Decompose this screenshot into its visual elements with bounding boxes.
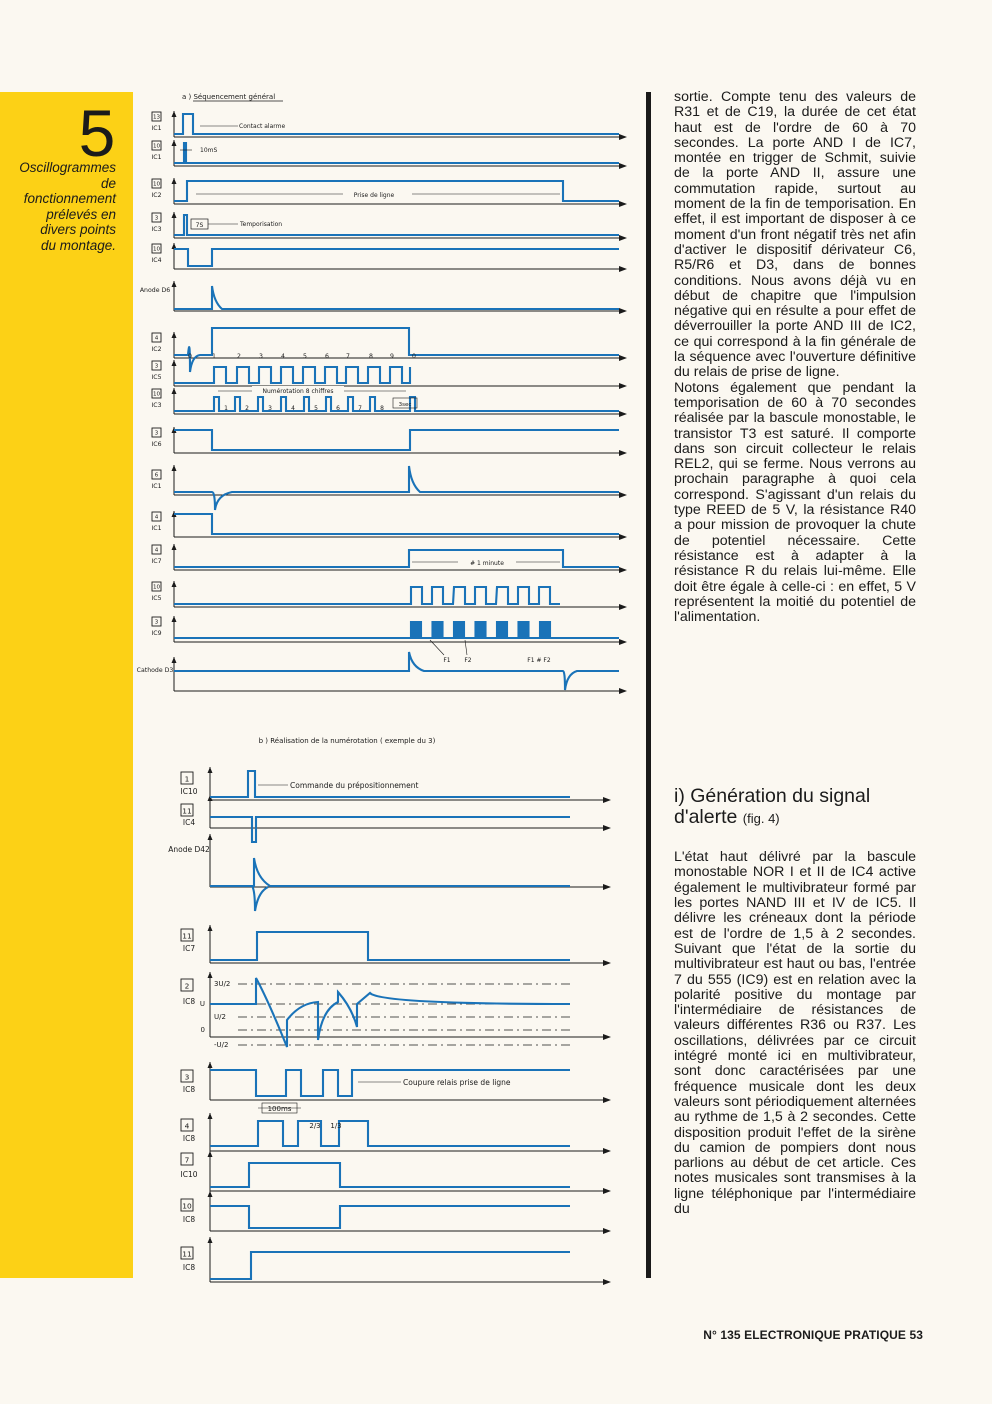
signal-waveform (174, 328, 619, 372)
chip-label: IC5 (151, 595, 162, 602)
digit-label: 5 (303, 353, 307, 360)
chip-label: IC2 (151, 192, 162, 199)
chip-label: Cathode D3 (136, 667, 174, 674)
signal-waveform (174, 181, 619, 201)
time-axis-arrow (603, 960, 611, 966)
caption-line: Oscillogrammes (19, 160, 116, 175)
digit-label: 7 (346, 353, 350, 360)
chip-label: IC10 (180, 1170, 198, 1179)
label-coupure: Coupure relais prise de ligne (403, 1078, 511, 1087)
time-axis-arrow (619, 604, 627, 610)
chip-label: IC4 (182, 818, 196, 827)
amplitude-axis-arrow (172, 178, 177, 184)
signal-waveform (174, 466, 619, 510)
signal-waveform (174, 587, 560, 604)
diagram-b-title: b ) Réalisation de la numérotation ( exemple du 3) (258, 737, 436, 745)
article-column-upper (674, 90, 916, 625)
label-contact: Contact alarme (239, 123, 286, 130)
pin-number: 3 (154, 215, 159, 222)
pulse-number: 1 (224, 405, 228, 412)
chip-label: IC8 (182, 1215, 196, 1224)
pulse-number: 6 (336, 405, 340, 412)
amplitude-axis-arrow (208, 1113, 213, 1119)
time-axis-arrow (619, 450, 627, 456)
time-axis-arrow (603, 1188, 611, 1194)
pin-number: 10 (182, 1201, 192, 1211)
time-axis-arrow (619, 308, 627, 314)
pin-number: 2 (184, 981, 190, 991)
pin-number: 3 (154, 363, 159, 370)
amplitude-axis-arrow (208, 767, 213, 773)
signal-waveform (174, 143, 619, 163)
pin-number: 4 (154, 335, 159, 342)
time-axis-arrow (619, 355, 627, 361)
page-footer: N° 135 ELECTRONIQUE PRATIQUE 53 (703, 1328, 923, 1342)
label-f1-f2: F1 # F2 (527, 657, 551, 664)
chip-label: IC8 (182, 1085, 196, 1094)
voltage-label: U (199, 1000, 205, 1008)
voltage-label: -U/2 (214, 1041, 229, 1049)
label-two-thirds: 2/3 (309, 1122, 321, 1130)
signal-waveform (210, 1206, 570, 1228)
paragraph: sortie. Compte tenu des valeurs de R31 et de C19, la durée de cet état haut est de l'ordre de 60 à 70 secondes. La porte AND I de IC7, montée en trigger de Schmit, suivie de la porte AND II, assure une commutation rapide, surtout au moment de la fin de temporisation. En effet, il est important de disposer à ce moment d'un front négatif très net afin d'activer le dispositif dérivateur C6, R5/R6 et D3, dans de bonnes conditions. Nous avons déjà vu en début de chapitre que l'impulsion négative qui en résulte a pour effet de déverrouiller la porte AND III de IC2, ce qui correspond à la fin générale de la séquence avec l'ouverture définitive du relais de prise de ligne. (674, 89, 916, 381)
chip-label: IC1 (151, 154, 162, 161)
caption-line: fonctionnement (23, 191, 116, 207)
voltage-label: 0 (200, 1026, 205, 1034)
time-axis-arrow (619, 235, 627, 241)
figure-number: 5 (78, 96, 116, 170)
amplitude-axis-arrow (172, 360, 177, 366)
amplitude-axis-arrow (172, 281, 177, 287)
chip-label: IC1 (151, 483, 162, 490)
time-axis-arrow (603, 1034, 611, 1040)
chip-label: IC8 (182, 1263, 196, 1272)
time-axis-arrow (603, 884, 611, 890)
signal-waveform (210, 1252, 570, 1279)
digit-label: 9 (390, 353, 394, 360)
pin-number: 11 (182, 806, 192, 816)
amplitude-axis-arrow (172, 332, 177, 338)
amplitude-axis-arrow (172, 581, 177, 587)
pulse-number: 8 (380, 405, 384, 412)
heading-figure-ref: (fig. 4) (742, 811, 780, 826)
chip-label: IC8 (182, 1134, 196, 1143)
time-axis-arrow (619, 688, 627, 694)
pin-number: 3 (184, 1072, 190, 1082)
label-prise-ligne: Prise de ligne (353, 192, 395, 199)
chip-label: IC2 (151, 346, 162, 353)
time-axis-arrow (619, 134, 627, 140)
time-axis-arrow (619, 201, 627, 207)
digit-label: 4 (281, 353, 285, 360)
section-heading (674, 786, 924, 829)
signal-waveform (174, 430, 619, 450)
time-axis-arrow (619, 534, 627, 540)
amplitude-axis-arrow (172, 465, 177, 471)
pulse-number: 4 (291, 405, 295, 412)
amplitude-axis-arrow (172, 212, 177, 218)
label-1-minute: # 1 minute (470, 560, 504, 567)
signal-waveform (174, 397, 619, 411)
label-numerotation: Numérotation 8 chiffres (262, 388, 334, 395)
amplitude-axis-arrow (172, 111, 177, 117)
digit-label: 2 (237, 353, 241, 360)
article-column-lower (674, 836, 916, 1232)
signal-waveform (210, 1121, 570, 1146)
digit-label: 8 (369, 353, 373, 360)
time-axis-arrow (619, 383, 627, 389)
signal-waveform (210, 1070, 570, 1096)
time-axis-arrow (619, 163, 627, 169)
chip-label: Anode D42 (168, 845, 210, 854)
amplitude-axis-arrow (208, 925, 213, 931)
pin-number: 3 (154, 430, 159, 437)
time-axis-arrow (619, 266, 627, 272)
pin-number: 10 (152, 246, 161, 253)
chip-label: IC6 (151, 441, 162, 448)
label-100ms: 100ms (267, 1105, 292, 1113)
signal-waveform (174, 652, 619, 690)
amplitude-axis-arrow (172, 616, 177, 622)
pin-number: 4 (154, 547, 159, 554)
chip-label: IC1 (151, 125, 162, 132)
pin-number: 6 (154, 472, 159, 479)
label-f1: F1 (443, 657, 451, 664)
time-axis-arrow (603, 1228, 611, 1234)
pin-number: 10 (152, 584, 161, 591)
pin-number: 4 (184, 1121, 190, 1131)
pulse-number: 3 (268, 405, 272, 412)
amplitude-axis-arrow (172, 140, 177, 146)
pulse-number: 5 (314, 405, 318, 412)
chip-label: IC4 (151, 257, 162, 264)
pin-number: 10 (152, 391, 161, 398)
signal-waveform (174, 367, 410, 383)
paragraph: L'état haut délivré par la bascule monostable NOR I et II de IC4 active également le multivibrateur formé par les portes NAND III et IV de IC5. Il délivre les créneaux dont la période est de l'ordre de 1,5 à 2 secondes. Suivant que l'état de la sortie du multivibrateur est haut ou bas, l'entrée 7 du 555 (IC9) est en relation avec la polarité positive du montage par l'intermédiaire de résistances de valeurs différentes R36 ou R37. Les oscillations, délivrées par ce circuit intégré monté ici en multivibrateur, sont donc caractérisées par une fréquence musicale dont les deux valeurs sont périodiquement alternées au rythme de 1,5 à 2 secondes. Cette disposition produit l'effet de la sirène du camion de pompiers dont nous parlions au début de cet article. Ces notes musicales sont transmises à la ligne téléphonique par l'intermédiaire du (674, 849, 916, 1218)
column-divider (646, 92, 651, 1278)
diagram-a-title: a ) Séquencement général (182, 93, 276, 101)
chip-label: IC5 (151, 374, 162, 381)
voltage-label: U/2 (214, 1013, 226, 1021)
time-axis-arrow (603, 797, 611, 803)
amplitude-axis-arrow (172, 657, 177, 663)
chip-label: IC1 (151, 525, 162, 532)
time-axis-arrow (619, 492, 627, 498)
time-axis-arrow (619, 411, 627, 417)
voltage-label: 3U/2 (214, 980, 231, 988)
caption-line: prélevés en (46, 206, 116, 222)
time-axis-arrow (603, 1097, 611, 1103)
signal-waveform (174, 622, 619, 638)
digit-label: 6 (325, 353, 329, 360)
time-axis-arrow (619, 567, 627, 573)
amplitude-axis-arrow (208, 1237, 213, 1243)
pin-number: 3 (154, 619, 159, 626)
chip-label: IC7 (182, 944, 196, 953)
pulse-number: 2 (245, 405, 249, 412)
label-one-third: 1/3 (330, 1122, 342, 1130)
amplitude-axis-arrow (208, 972, 213, 978)
amplitude-axis-arrow (172, 544, 177, 550)
pin-number: 11 (182, 931, 192, 941)
signal-waveform (174, 286, 619, 309)
signal-waveform (174, 249, 619, 266)
label-7s: 7S (195, 222, 204, 229)
chip-label: IC10 (180, 787, 198, 796)
pin-number: 10 (152, 143, 161, 150)
chip-label: Anode D6 (139, 287, 171, 294)
pin-number: 11 (182, 1249, 192, 1259)
pin-number: 4 (154, 514, 159, 521)
pulse-number: 7 (358, 405, 362, 412)
chip-label: IC9 (151, 630, 162, 637)
amplitude-axis-arrow (208, 1062, 213, 1068)
chip-label: IC3 (151, 402, 162, 409)
pin-number: 7 (184, 1155, 190, 1165)
label-f2: F2 (464, 657, 472, 664)
chip-label: IC8 (182, 997, 196, 1006)
chip-label: IC3 (151, 226, 162, 233)
digit-label: 3 (259, 353, 263, 360)
caption-line: divers points (40, 222, 116, 238)
caption-line: du montage. (40, 237, 116, 253)
chip-label: IC7 (151, 558, 162, 565)
digit-label: 0 (188, 353, 192, 360)
heading-text: i) Génération du signal d'alerte (674, 785, 871, 828)
time-axis-arrow (603, 825, 611, 831)
pin-number: 1 (184, 774, 190, 784)
signal-waveform (210, 932, 570, 960)
amplitude-axis-arrow (208, 1191, 213, 1197)
digit-label: 0 (412, 353, 416, 360)
pin-number: 13 (152, 114, 161, 121)
paragraph: Notons également que pendant la temporisation de 60 à 70 secondes réalisée par la bascule monostable, le transistor T3 est saturé. Il comporte dans son circuit collecteur le relais REL2, qui se ferme. Nous verrons au prochain paragraphe à quoi cela correspond. S'agissant d'un relais du type REED de 5 V, la résistance R40 a pour mission de provoquer la chute de potentiel nécessaire. Cette résistance est à adapter à la résistance R du relais lui-même. Elle doit être égale à celle-ci : en effet, 5 V représentent la moitié du potentiel de l'alimentation. (674, 379, 916, 626)
signal-waveform (174, 550, 619, 567)
amplitude-axis-arrow (208, 834, 213, 840)
time-axis-arrow (603, 1148, 611, 1154)
caption-line: de (100, 175, 116, 191)
label-commande: Commande du prépositionnement (290, 781, 419, 790)
digit-label: 1 (212, 353, 216, 360)
time-axis-arrow (603, 1279, 611, 1285)
signal-waveform (210, 1163, 570, 1187)
amplitude-axis-arrow (172, 388, 177, 394)
label-3sec: 3sec (398, 402, 412, 408)
label-10ms: 10mS (200, 147, 218, 154)
signal-waveform (210, 817, 570, 842)
time-axis-arrow (619, 639, 627, 645)
label-temporisation: Temporisation (240, 221, 283, 228)
amplitude-axis-arrow (208, 1151, 213, 1157)
pin-number: 10 (152, 181, 161, 188)
signal-waveform (210, 858, 570, 911)
signal-waveform (174, 514, 619, 534)
